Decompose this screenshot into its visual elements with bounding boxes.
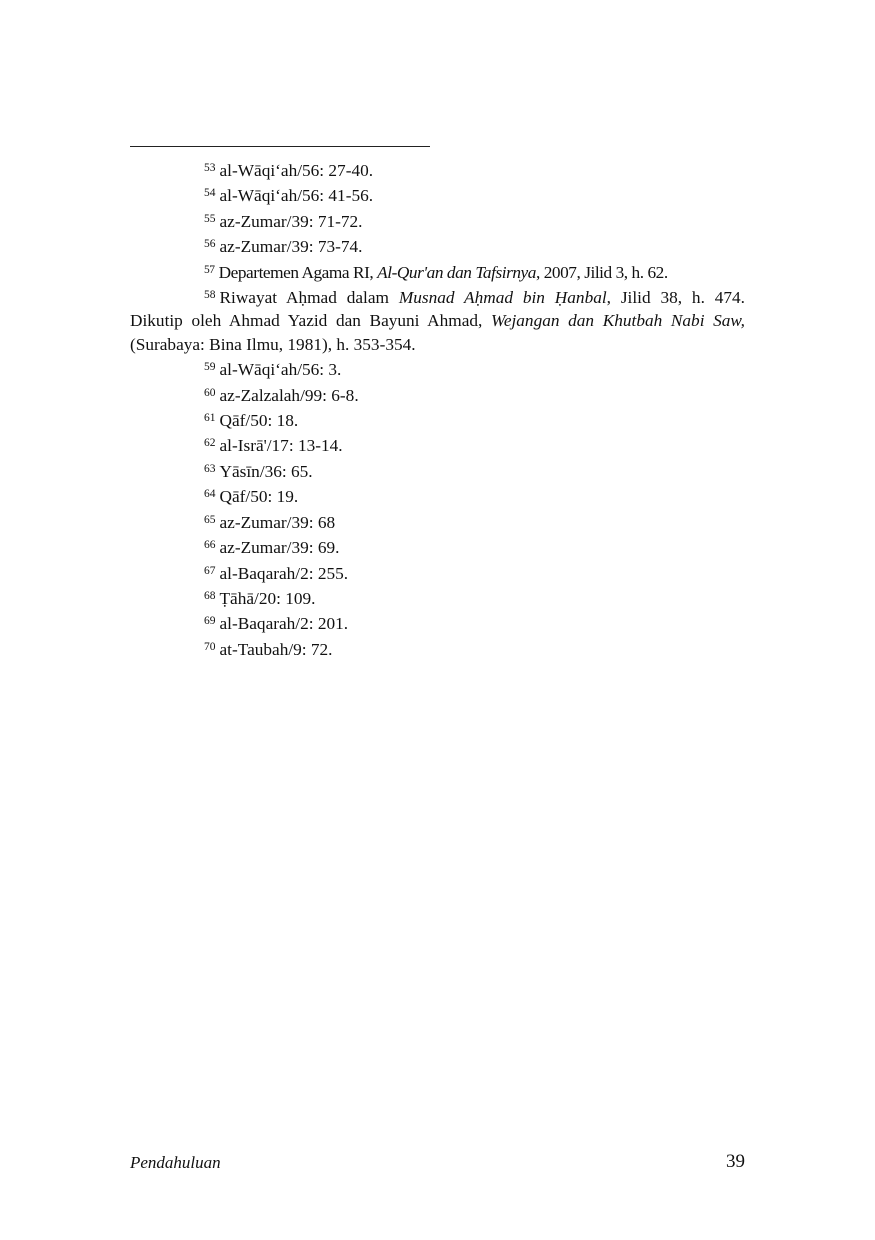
footnote — [130, 585, 745, 610]
footnote-text: al-Wāqi‘ah/56: 27-40. — [219, 161, 374, 180]
footnote-text: az-Zumar/39: 68 — [219, 512, 336, 532]
footnote-text-mid: , Jilid 38, h. 474. Dikutip oleh Ahmad Yazid dan Bayuni Ahmad, — [130, 288, 745, 331]
footnote — [130, 382, 745, 407]
footnote-number: 62 — [204, 437, 216, 450]
footnote-number: 67 — [204, 564, 216, 577]
footnote-separator — [130, 146, 430, 147]
footnote — [130, 636, 745, 661]
footnote-text: al-Isrā'/17: 13-14. — [219, 436, 343, 456]
footnote — [130, 509, 745, 534]
footnote — [130, 483, 745, 508]
footnote-number: 60 — [204, 386, 216, 399]
footnote-number: 63 — [204, 462, 216, 475]
footnote — [130, 182, 745, 207]
page-number: 39 — [726, 1151, 745, 1172]
footnote-text: at-Taubah/9: 72. — [219, 639, 333, 659]
footnote-number: 54 — [204, 187, 216, 200]
footnote-number: 56 — [204, 238, 216, 251]
footnote-text: az-Zumar/39: 73-74. — [219, 237, 363, 257]
footnote-number: 65 — [204, 513, 216, 526]
footnote-number: 68 — [204, 589, 216, 602]
footnote-text: al-Baqarah/2: 201. — [219, 614, 349, 634]
footnote — [130, 610, 745, 635]
footnote-number: 66 — [204, 539, 216, 552]
footnote-text-pre: Riwayat Aḥmad dalam — [219, 288, 399, 308]
footnote-text: Yāsīn/36: 65. — [219, 461, 313, 481]
footnote-text-pre: Departemen Agama RI, — [218, 262, 378, 282]
footnote — [130, 208, 745, 233]
footnote-text: az-Zumar/39: 69. — [219, 538, 340, 558]
footnote-text: az-Zumar/39: 71-72. — [219, 211, 363, 231]
footnote-text: al-Wāqi‘ah/56: 3. — [219, 360, 342, 380]
running-footer-chapter: Pendahuluan — [130, 1153, 221, 1172]
footnote-text: Qāf/50: 18. — [219, 411, 299, 431]
book-title: Musnad Aḥmad bin Ḥanbal — [398, 288, 607, 308]
footnote-number: 55 — [204, 212, 216, 225]
footnote-number: 59 — [204, 361, 216, 374]
footnote — [130, 432, 745, 457]
footnote-number: 57 — [204, 263, 215, 276]
footnote-text: Qāf/50: 19. — [219, 487, 299, 507]
footnote-number: 61 — [204, 412, 216, 425]
footnote — [130, 259, 745, 284]
footnote — [130, 233, 745, 258]
footnote — [130, 407, 745, 432]
footnote-text-post: (Surabaya: Bina Ilmu, 1981), h. 353-354. — [130, 334, 416, 354]
footnote — [130, 458, 745, 483]
footnote-text: az-Zalzalah/99: 6-8. — [219, 385, 359, 405]
footnotes-list — [130, 157, 745, 661]
footnote — [130, 560, 745, 585]
footnote — [130, 356, 745, 381]
book-title: Wejangan dan Khutbah Nabi Saw, — [491, 311, 745, 331]
footnote — [130, 284, 745, 356]
footnote-text-post: , 2007, Jilid 3, h. 62. — [535, 262, 668, 282]
footnote-text: al-Baqarah/2: 255. — [219, 563, 349, 583]
footnote-text: Ṭāhā/20: 109. — [219, 588, 316, 608]
footnote-number: 64 — [204, 488, 216, 501]
footnote-number: 53 — [204, 162, 216, 174]
footnote — [130, 534, 745, 559]
footnote-number: 58 — [204, 289, 216, 302]
footnote — [130, 157, 745, 182]
book-title: Al-Qur'an dan Tafsirnya — [377, 262, 536, 282]
footnote-number: 70 — [204, 640, 216, 653]
footnote-text: al-Wāqi‘ah/56: 41-56. — [219, 186, 374, 206]
footnote-number: 69 — [204, 615, 216, 628]
